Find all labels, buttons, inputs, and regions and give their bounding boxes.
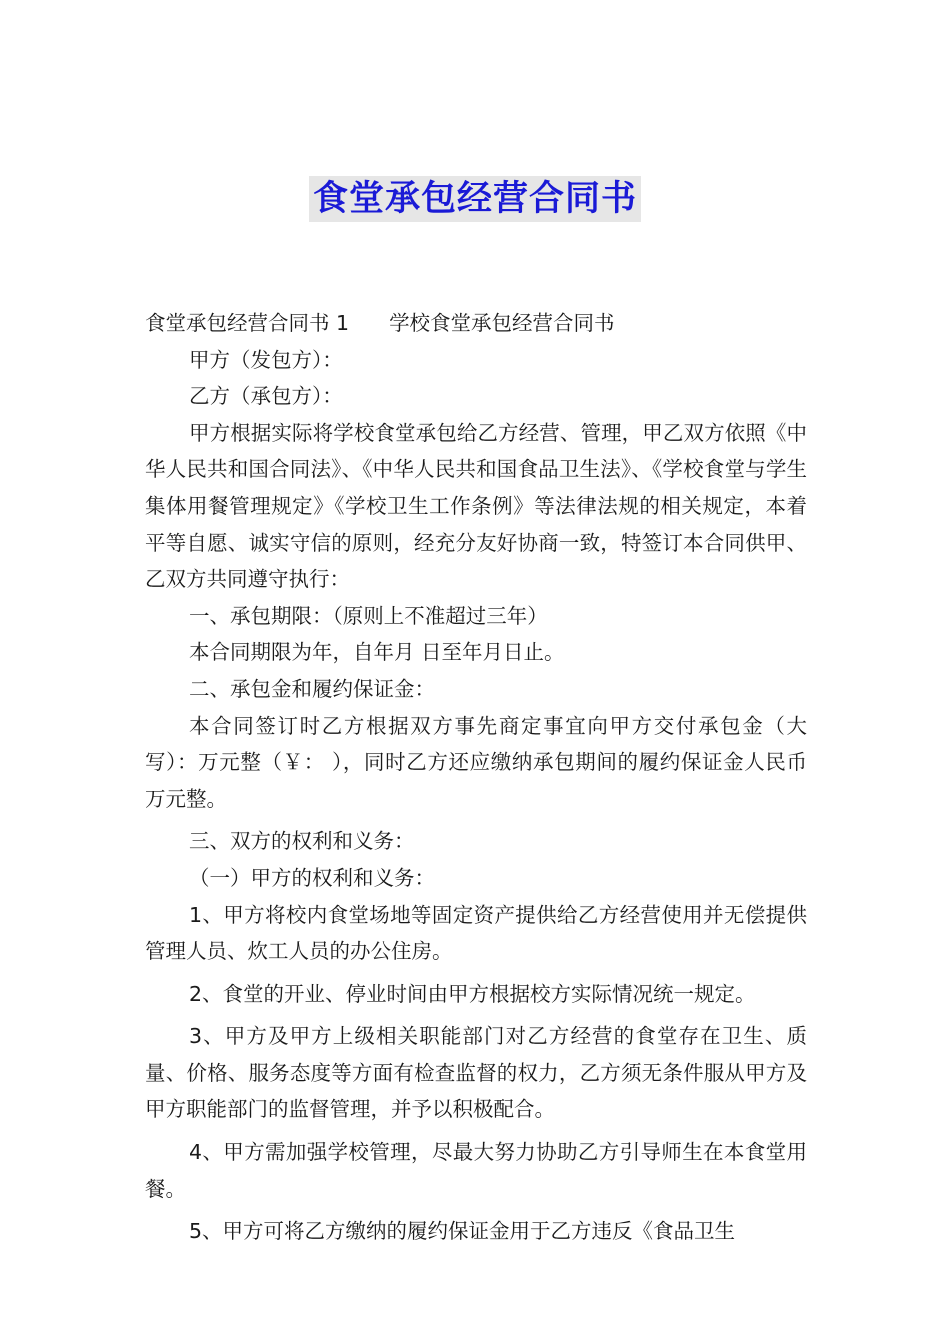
intro-paragraph: 甲方根据实际将学校食堂承包给乙方经营、管理，甲乙双方依照《中华人民共和国合同法》、《中华人民共和国食品卫生法》、《学校食堂与学生集体用餐管理规定》《学校卫生工作条例》等法律法规的相关规定，本着平等自愿、诚实守信的原则，经充分友好协商一致，特签订本合同供甲、乙双方共同遵守执行：: [145, 420, 807, 592]
section-2-title: 二、承包金和履约保证金：: [189, 676, 435, 701]
section-3-title: 三、双方的权利和义务：: [189, 829, 415, 854]
heading-line: [145, 305, 807, 342]
section-1-body: 本合同期限为年，自年月 日至年月日止。: [189, 640, 565, 665]
heading-left: 食堂承包经营合同书 1: [145, 311, 350, 335]
document-title: 食堂承包经营合同书: [309, 176, 641, 222]
section-1-title: 一、承包期限：（原则上不准超过三年）: [189, 603, 548, 628]
list-item: 3、甲方及甲方上级相关职能部门对乙方经营的食堂存在卫生、质量、价格、服务态度等方面有检查监督的权力，乙方须无条件服从甲方及甲方职能部门的监督管理，并予以积极配合。: [145, 1024, 807, 1122]
list-item: 2、食堂的开业、停业时间由甲方根据校方实际情况统一规定。: [189, 981, 756, 1006]
party-b-line: 乙方（承包方）：: [189, 384, 343, 409]
party-a-line: 甲方（发包方）：: [189, 347, 343, 372]
section-3-subtitle: （一）甲方的权利和义务：: [189, 865, 435, 890]
document-body: [145, 305, 807, 1250]
title-container: [0, 176, 950, 222]
list-item: 4、甲方需加强学校管理，尽最大努力协助乙方引导师生在本食堂用餐。: [145, 1140, 807, 1201]
section-2-body: 本合同签订时乙方根据双方事先商定事宜向甲方交付承包金（大写）：万元整（￥： ），同时乙方还应缴纳承包期间的履约保证金人民币 万元整。: [145, 713, 807, 811]
heading-right: 学校食堂承包经营合同书: [389, 311, 615, 335]
list-item: 5、甲方可将乙方缴纳的履约保证金用于乙方违反《食品卫生: [189, 1219, 736, 1244]
list-item: 1、甲方将校内食堂场地等固定资产提供给乙方经营使用并无偿提供管理人员、炊工人员的办公住房。: [145, 902, 807, 964]
